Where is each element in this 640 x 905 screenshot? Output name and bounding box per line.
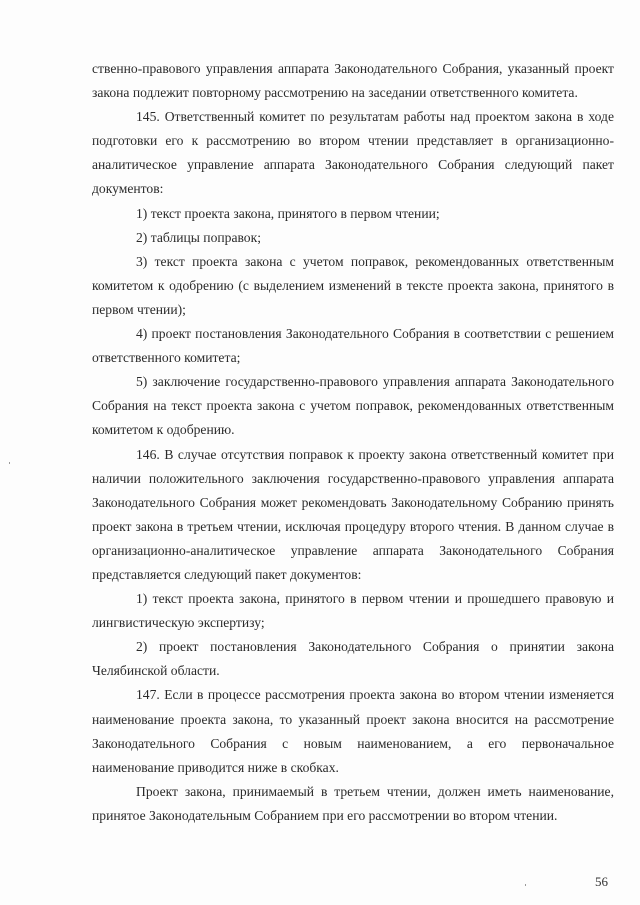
document-body: [92, 57, 614, 828]
list-item-145-4: 4) проект постановления Законодательного Собрания в соответствии с решением ответственного комитета;: [92, 326, 614, 366]
page-number: 56: [595, 874, 608, 889]
list-item-146-1: 1) текст проекта закона, принятого в первом чтении и прошедшего правовую и лингвистическую экспертизу;: [92, 591, 614, 631]
list-item-145-2: 2) таблицы поправок;: [136, 229, 261, 245]
paragraph-147-2: Проект закона, принимаемый в третьем чтении, должен иметь наименование, принятое Законодательным Собранием при его рассмотрении во втором чтении.: [92, 783, 614, 823]
paragraph-continuation: ственно-правового управления аппарата Законодательного Собрания, указанный проект закона подлежит повторному рассмотрению на заседании ответственного комитета.: [92, 61, 614, 101]
paragraph-145: 145. Ответственный комитет по результатам работы над проектом закона в ходе подготовки его к рассмотрению во втором чтении представляет в организационно-аналитическое управление аппарата Законодательного Собрания следующий пакет документов:: [92, 109, 614, 197]
list-item-145-5: 5) заключение государственно-правового управления аппарата Законодательного Собрания на текст проекта закона с учетом поправок, рекомендованных ответственным комитетом к одобрению.: [92, 374, 614, 438]
scan-speck: [9, 462, 10, 464]
list-item-145-1: 1) текст проекта закона, принятого в первом чтении;: [136, 205, 440, 221]
list-item-145-3: 3) текст проекта закона с учетом поправок, рекомендованных ответственным комитетом к одобрению (с выделением изменений в тексте проекта закона, принятого в первом чтении);: [92, 253, 614, 317]
paragraph-146: 146. В случае отсутствия поправок к проекту закона ответственный комитет при наличии положительного заключения государственно-правового управления аппарата Законодательного Собрания может рекомендовать Законодательному Собранию принять проект закона в третьем чтении, исключая процедуру второго чтения. В данном случае в организационно-аналитическое управление аппарата Законодательного Собрания представляется следующий пакет документов:: [92, 446, 614, 582]
list-item-146-2: 2) проект постановления Законодательного Собрания о принятии закона Челябинской области.: [92, 639, 614, 679]
paragraph-147: 147. Если в процессе рассмотрения проекта закона во втором чтении изменяется наименование проекта закона, то указанный проект закона вносится на рассмотрение Законодательного Собрания с новым наименованием, а его первоначальное наименование приводится ниже в скобках.: [92, 687, 614, 775]
scan-speck: [525, 884, 526, 886]
